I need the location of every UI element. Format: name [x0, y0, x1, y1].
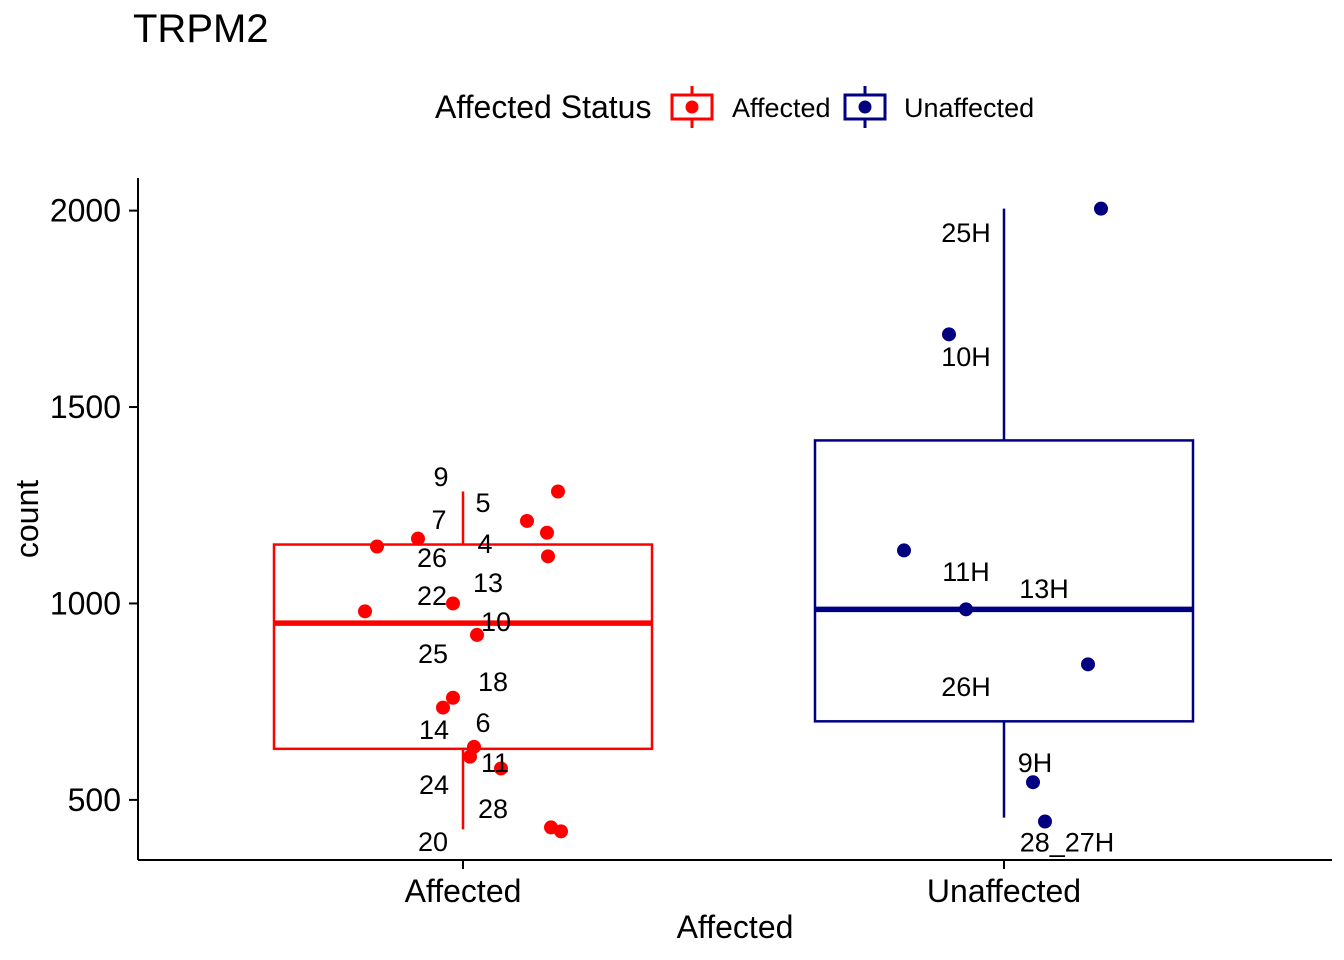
jitter-point — [520, 514, 534, 528]
point-label: 20 — [417, 826, 449, 857]
point-label: 7 — [431, 505, 447, 536]
y-axis-title: count — [9, 479, 45, 559]
x-tick-label: Affected — [404, 873, 522, 909]
jitter-point — [436, 701, 450, 715]
point-label: 18 — [477, 667, 509, 698]
point-label: 11 — [480, 747, 510, 778]
jitter-point — [463, 750, 477, 764]
y-tick-label: 2000 — [49, 192, 121, 229]
jitter-point — [554, 824, 568, 838]
point-label: 9 — [433, 461, 449, 492]
jitter-point — [959, 602, 973, 616]
jitter-point — [1038, 815, 1052, 829]
jitter-point — [551, 485, 565, 499]
point-label: 10 — [480, 606, 512, 637]
point-label: 25H — [941, 218, 991, 248]
legend-label-affected: Affected — [732, 93, 831, 123]
point-label: 5 — [475, 487, 491, 518]
x-tick-label: Unaffected — [926, 873, 1082, 909]
y-tick-label: 500 — [67, 781, 121, 818]
jitter-point — [358, 604, 372, 618]
plot-title: TRPM2 — [133, 7, 269, 51]
y-tick-label: 1500 — [49, 389, 121, 426]
jitter-point — [942, 327, 956, 341]
jitter-point — [897, 543, 911, 557]
jitter-point — [446, 596, 460, 610]
x-axis-title: Affected — [676, 909, 794, 945]
box-unaffected — [815, 440, 1193, 721]
jitter-point — [1081, 657, 1095, 671]
jitter-point — [370, 540, 384, 554]
jitter-point — [1094, 202, 1108, 216]
legend-label-unaffected: Unaffected — [904, 93, 1035, 123]
point-label: 28_27H — [1019, 827, 1115, 858]
point-label: 28 — [477, 793, 509, 824]
point-label: 11H — [942, 557, 990, 588]
point-label: 10H — [941, 342, 991, 373]
point-label: 13 — [472, 568, 504, 599]
point-label: 26 — [416, 542, 448, 573]
point-label: 26H — [941, 671, 991, 702]
point-label: 25 — [417, 639, 449, 670]
point-label: 22 — [416, 581, 448, 611]
point-label: 6 — [475, 707, 491, 738]
jitter-point — [446, 691, 460, 705]
jitter-point — [541, 549, 555, 563]
jitter-point — [540, 526, 554, 540]
box-affected — [274, 542, 652, 749]
point-label: 24 — [418, 769, 450, 800]
point-label: 4 — [477, 529, 493, 560]
legend-title: Affected Status — [435, 89, 652, 125]
point-label: 14 — [418, 714, 450, 745]
point-label: 9H — [1017, 747, 1053, 778]
y-tick-label: 1000 — [49, 585, 121, 622]
point-label: 13H — [1019, 573, 1069, 604]
